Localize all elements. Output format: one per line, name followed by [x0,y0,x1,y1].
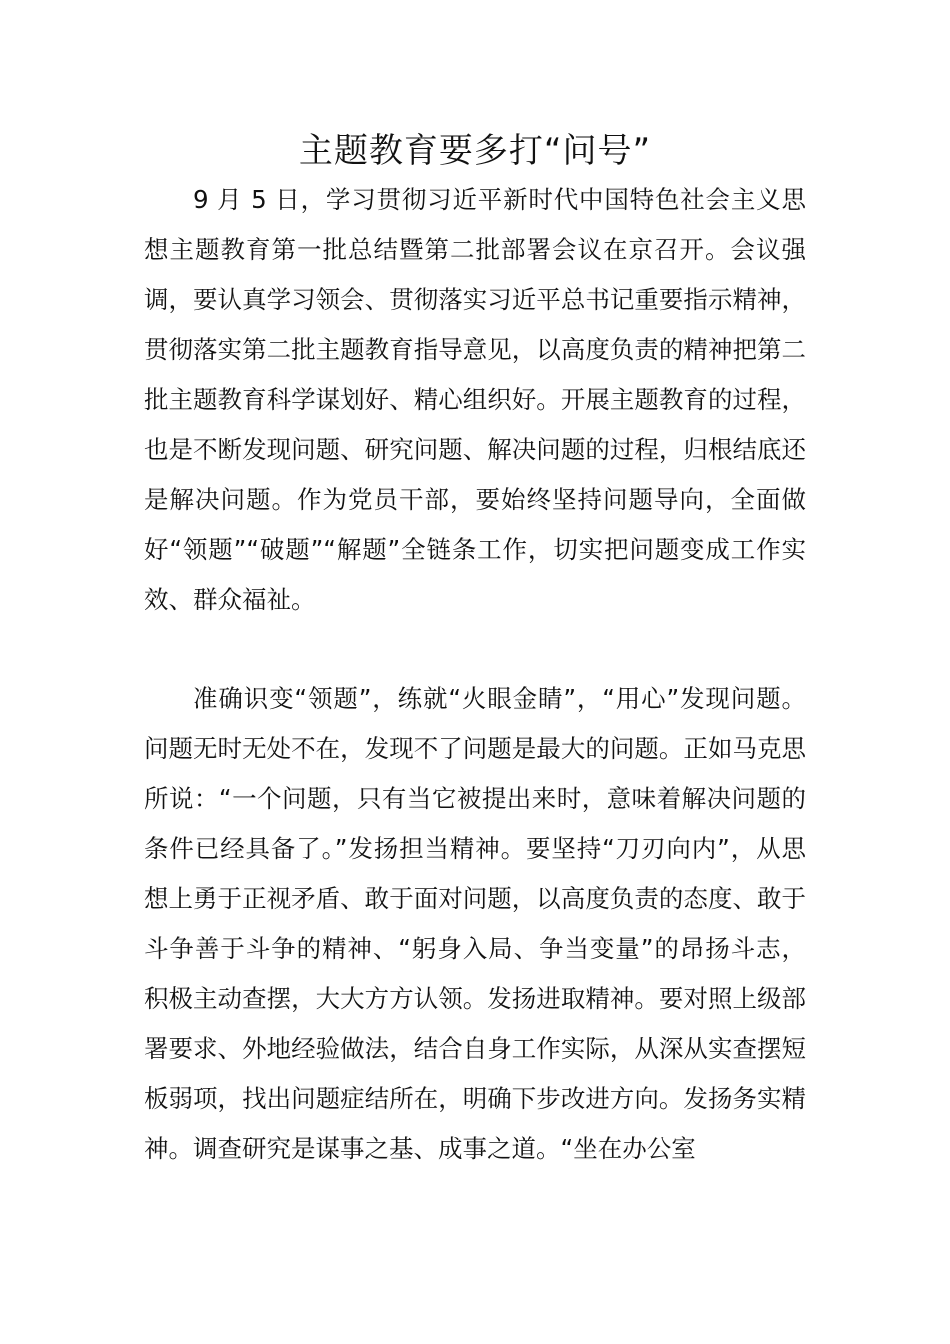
paragraph-1: 9 月 5 日，学习贯彻习近平新时代中国特色社会主义思想主题教育第一批总结暨第二批部署会议在京召开。会议强调，要认真学习领会、贯彻落实习近平总书记重要指示精神，贯彻落实第二批主题教育指导意见，以高度负责的精神把第二批主题教育科学谋划好、精心组织好。开展主题教育的过程，也是不断发现问题、研究问题、解决问题的过程，归根结底还是解决问题。作为党员干部，要始终坚持问题导向，全面做好“领题”“破题”“解题”全链条工作，切实把问题变成工作实效、群众福祉。 [144,185,806,614]
paragraph-2: 准确识变“领题”，练就“火眼金睛”，“用心”发现问题。问题无时无处不在，发现不了问题是最大的问题。正如马克思所说：“一个问题，只有当它被提出来时，意味着解决问题的条件已经具备了。”发扬担当精神。要坚持“刀刃向内”，从思想上勇于正视矛盾、敢于面对问题，以高度负责的态度、敢于斗争善于斗争的精神、“躬身入局、争当变量”的昂扬斗志，积极主动查摆，大大方方认领。发扬进取精神。要对照上级部署要求、外地经验做法，结合自身工作实际，从深从实查摆短板弱项，找出问题症结所在，明确下步改进方向。发扬务实精神。调查研究是谋事之基、成事之道。“坐在办公室 [144,684,806,1163]
document-title: 主题教育要多打“问号” [298,131,652,171]
